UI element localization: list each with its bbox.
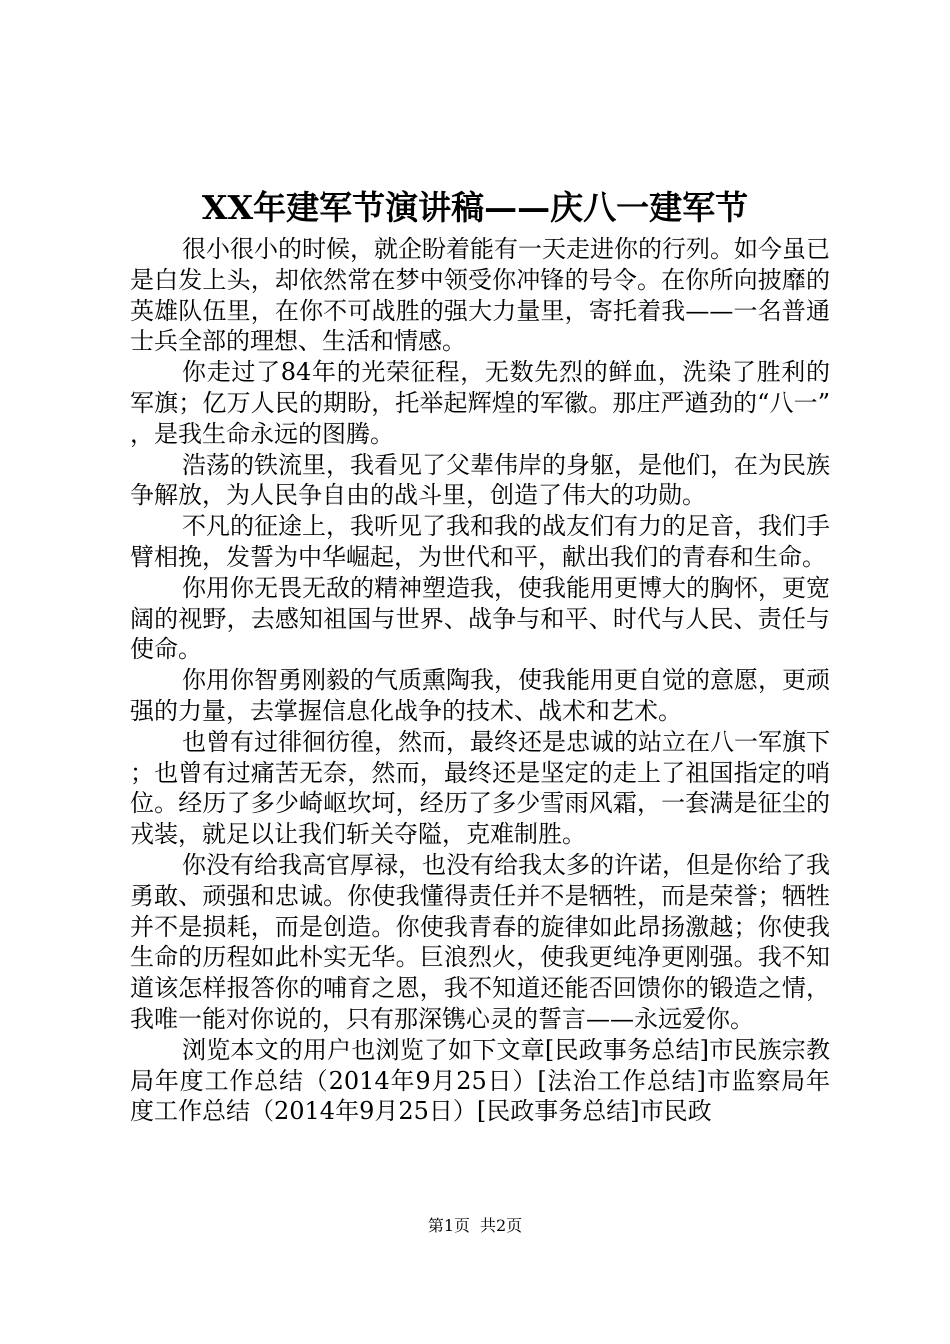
page-footer <box>0 1214 950 1238</box>
paragraph-1: 很小很小的时候，就企盼着能有一天走进你的行列。如今虽已是白发上头，却依然常在梦中领受你冲锋的号令。在你所向披靡的英雄队伍里，在你不可战胜的强大力量里，寄托着我——一名普通士兵全部的理想、生活和情感。 <box>130 235 830 356</box>
page-number-total: 共2页 <box>480 1216 523 1235</box>
page-number-current: 第1页 <box>427 1216 470 1235</box>
paragraph-8: 你没有给我高官厚禄，也没有给我太多的许诺，但是你给了我勇敢、顽强和忠诚。你使我懂得责任并不是牺牲，而是荣誉；牺牲并不是损耗，而是创造。你使我青春的旋律如此昂扬激越；你使我生命的历程如此朴实无华。巨浪烈火，使我更纯净更刚强。我不知道该怎样报答你的哺育之恩，我不知道还能否回馈你的锻造之情，我唯一能对你说的，只有那深镌心灵的誓言——永远爱你。 <box>130 850 830 1033</box>
document-title: XX年建军节演讲稿——庆八一建军节 <box>201 188 749 227</box>
paragraph-3: 浩荡的铁流里，我看见了父辈伟岸的身躯，是他们，在为民族争解放，为人民争自由的战斗里，创造了伟大的功勋。 <box>130 450 830 510</box>
paragraph-2: 你走过了84年的光荣征程，无数先烈的鲜血，洗染了胜利的军旗；亿万人民的期盼，托举起辉煌的军徽。那庄严遒劲的“八一”，是我生命永远的图腾。 <box>130 358 830 448</box>
paragraph-4: 不凡的征途上，我听见了我和我的战友们有力的足音，我们手臂相挽，发誓为中华崛起，为世代和平，献出我们的青春和生命。 <box>130 512 830 571</box>
document-body <box>130 234 830 1127</box>
related-articles-paragraph: 浏览本文的用户也浏览了如下文章[民政事务总结]市民族宗教局年度工作总结（2014年9月25日）[法治工作总结]市监察局年度工作总结（2014年9月25日）[民政事务总结]市民政 <box>130 1035 830 1126</box>
paragraph-6: 你用你智勇刚毅的气质熏陶我，使我能用更自觉的意愿，更顽强的力量，去掌握信息化战争的技术、战术和艺术。 <box>130 666 830 725</box>
paragraph-5: 你用你无畏无敌的精神塑造我，使我能用更博大的胸怀，更宽阔的视野，去感知祖国与世界、战争与和平、时代与人民、责任与使命。 <box>130 573 830 664</box>
paragraph-7: 也曾有过徘徊彷徨，然而，最终还是忠诚的站立在八一军旗下；也曾有过痛苦无奈，然而，最终还是坚定的走上了祖国指定的哨位。经历了多少崎岖坎坷，经历了多少雪雨风霜，一套满是征尘的戎装，就足以让我们斩关夺隘，克难制胜。 <box>130 727 830 849</box>
